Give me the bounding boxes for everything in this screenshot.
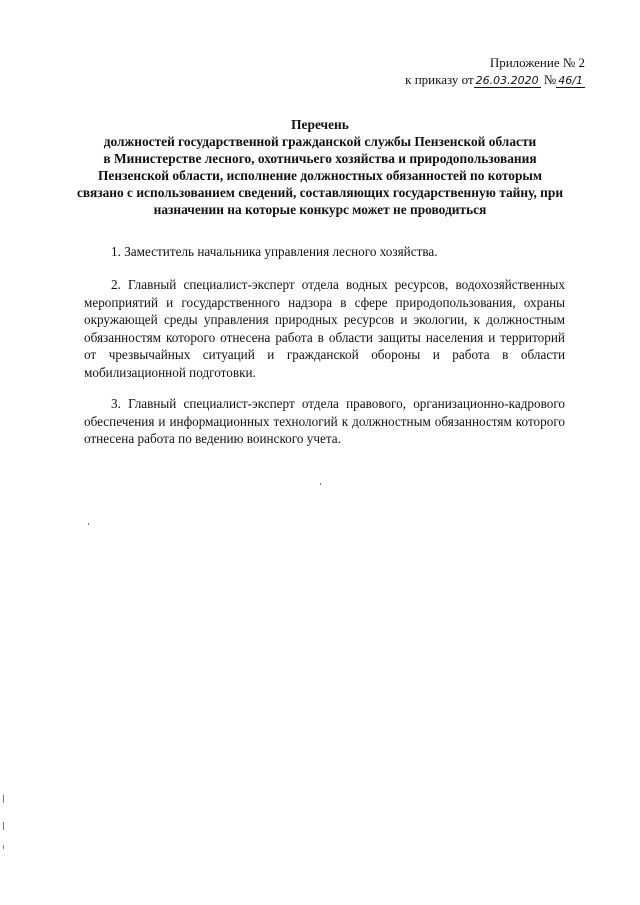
order-date: 26.03.2020 xyxy=(475,74,539,87)
scan-artifact xyxy=(3,795,4,803)
appendix-title: Приложение № 2 xyxy=(489,55,585,70)
title-line: Перечень xyxy=(291,117,349,132)
scan-artifact xyxy=(88,523,89,525)
title-line: в Министерстве лесного, охотничьего хозяйства и природопользования xyxy=(103,151,537,166)
title-line: связано с использованием сведений, составляющих государственную тайну, при xyxy=(76,185,564,200)
title-line: должностей государственной гражданской службы Пензенской области xyxy=(103,134,537,149)
order-reference xyxy=(405,71,585,88)
order-number: 46/1 xyxy=(558,74,583,87)
list-item-2: 2. Главный специалист-эксперт отдела водных ресурсов, водохозяйственных мероприятий и государственного надзора в сфере природопользования, охраны окружающей среды управления природных ресурсов и экологии, к должностным обязанностям которого отнесена работа в области защиты населения и территорий от чрезвычайных ситуаций и гражданской обороны и работа в области мобилизационной подготовки. xyxy=(84,277,565,380)
scan-artifact xyxy=(320,483,321,485)
list-item-3: 3. Главный специалист-эксперт отдела правового, организационно-кадрового обеспечения и информационных технологий к должностным обязанностям которого отнесена работа по ведению воинского учета. xyxy=(84,396,565,446)
order-prefix: к приказу от xyxy=(405,72,474,87)
appendix-header xyxy=(405,54,585,88)
list-item-1: 1. Заместитель начальника управления лесного хозяйства. xyxy=(111,244,438,259)
title-line: назначении на которые конкурс может не проводиться xyxy=(153,202,487,217)
title-line: Пензенской области, исполнение должностных обязанностей по которым xyxy=(98,168,542,183)
scan-artifact xyxy=(3,845,4,849)
document-title xyxy=(70,116,570,218)
number-label: № xyxy=(543,72,557,87)
scan-artifact xyxy=(3,822,4,830)
